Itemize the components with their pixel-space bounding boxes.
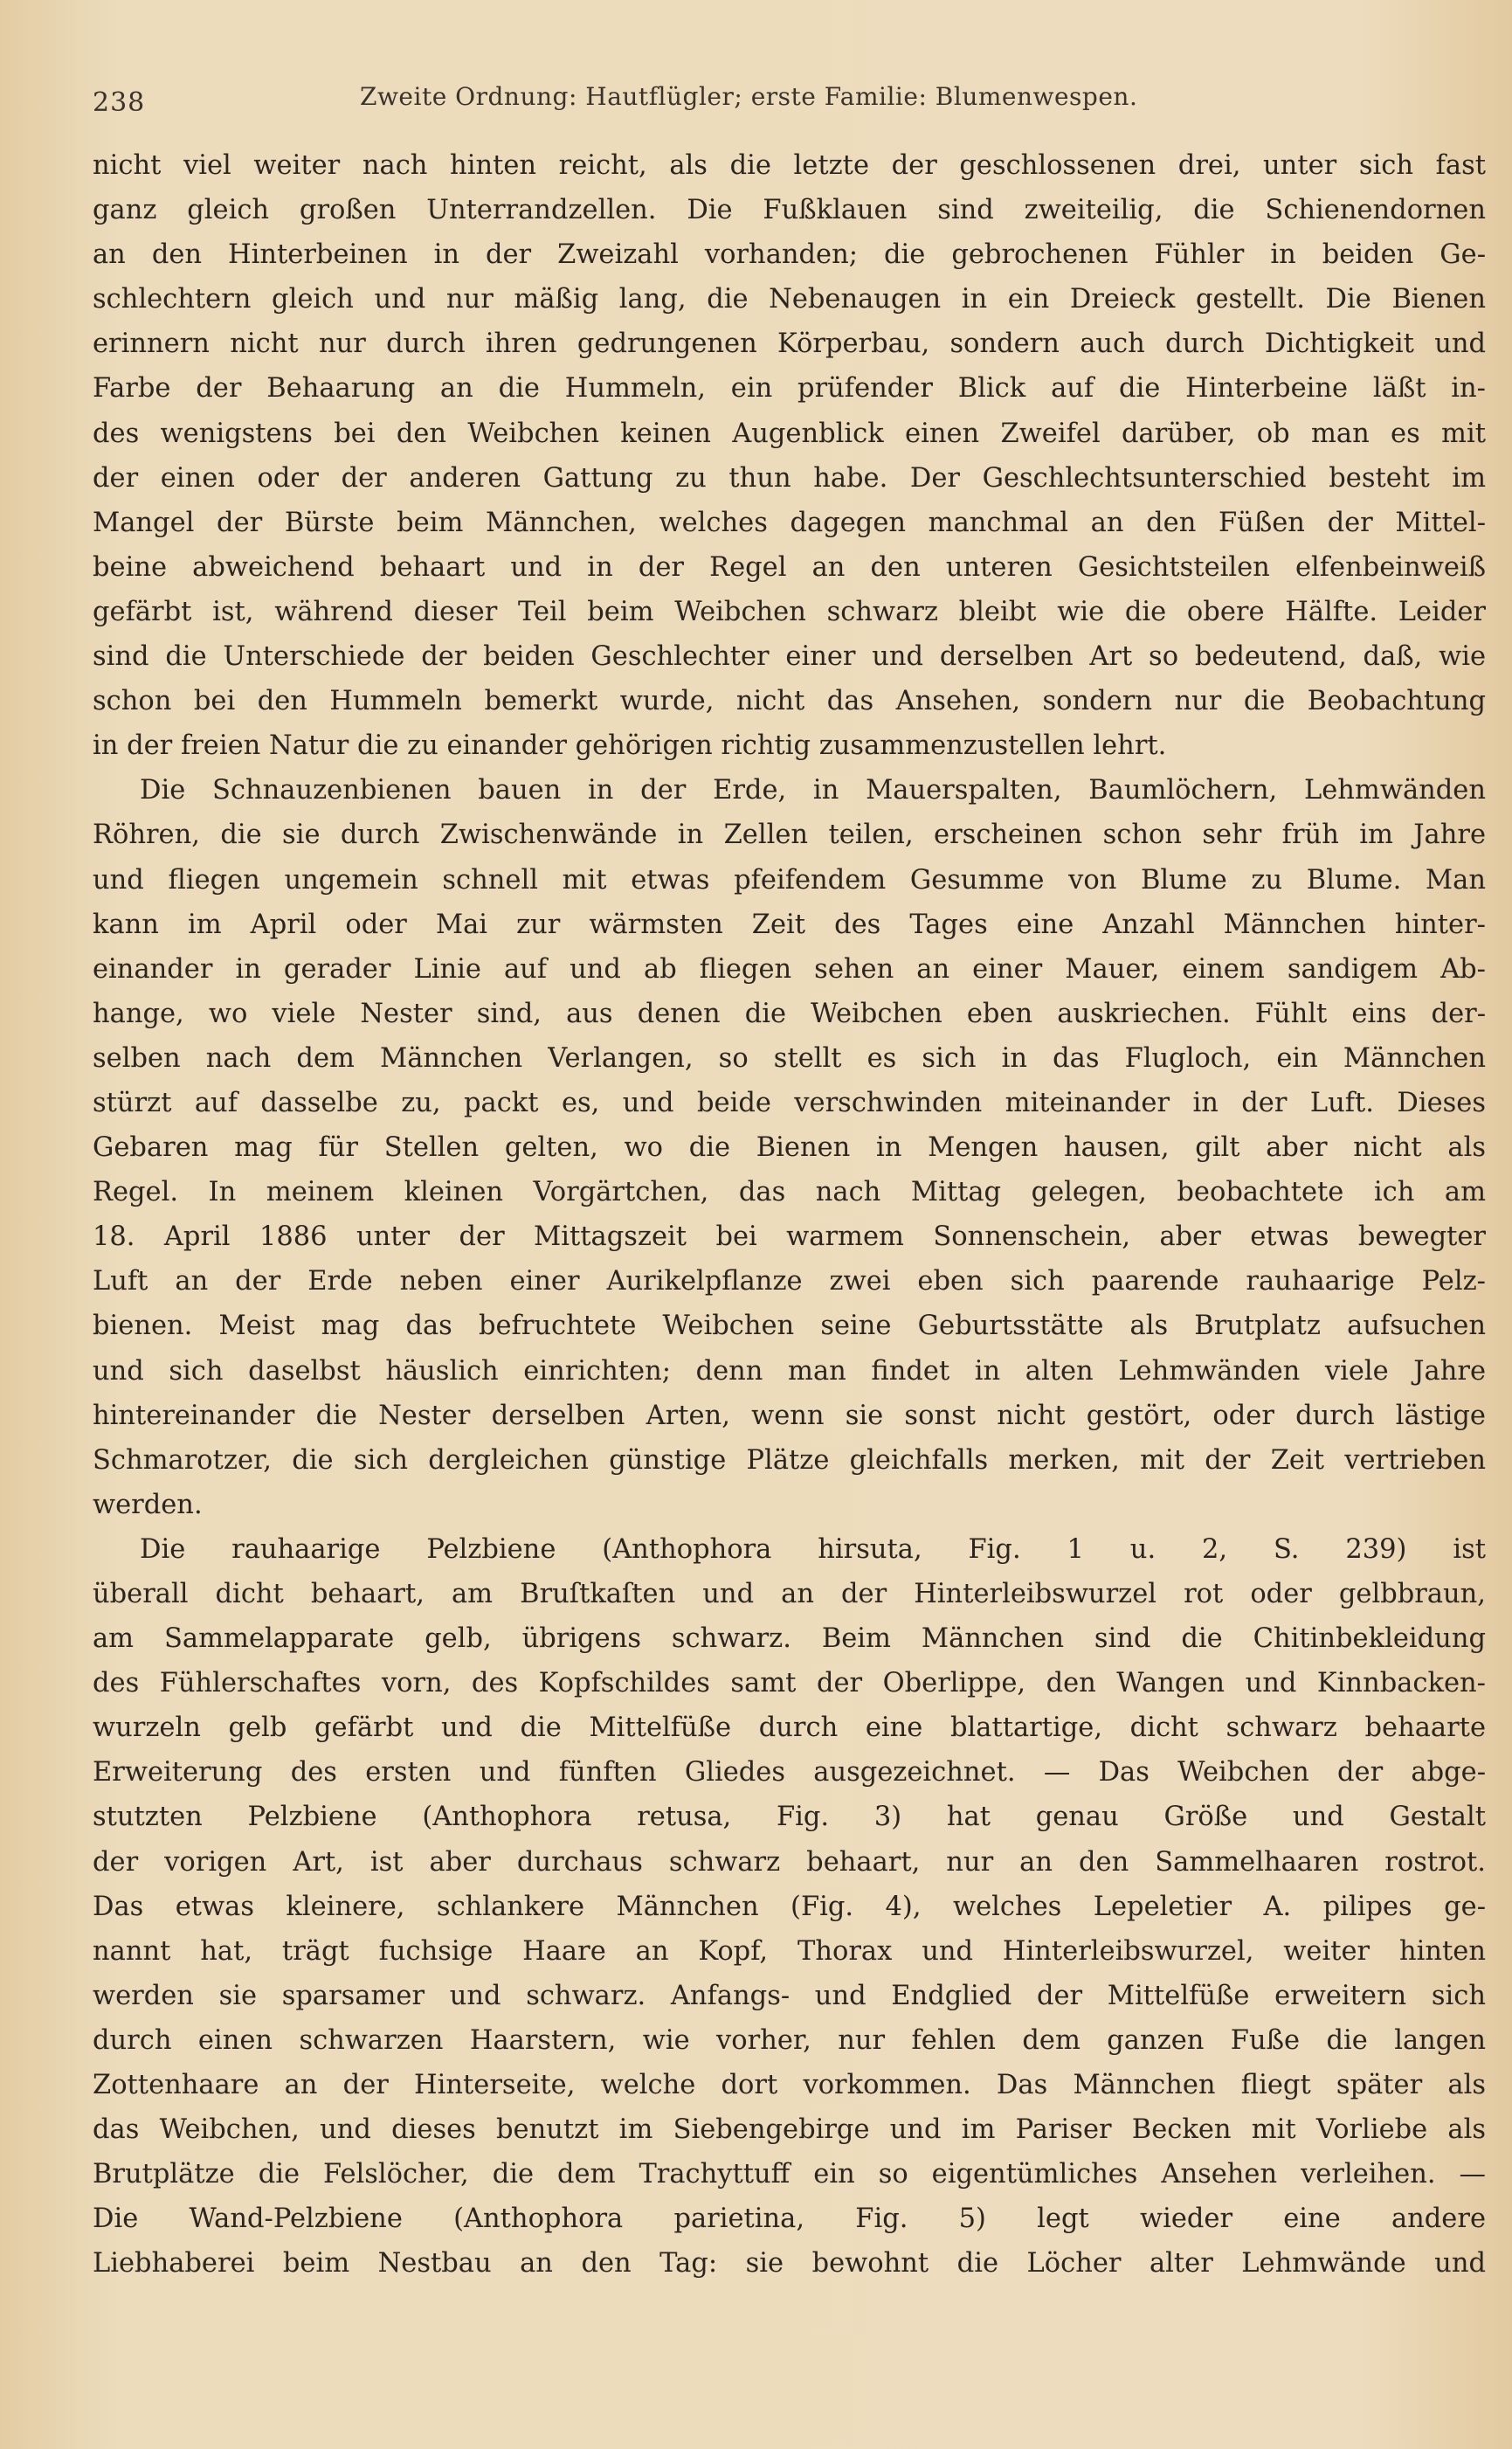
text-line: Regel. In meinem kleinen Vorgärtchen, das nach Mittag gelegen, beobachtete ich am <box>93 1177 1486 1208</box>
text-line: werden sie sparsamer und schwarz. Anfangs- und Endglied der Mittelfüße erweitern sich <box>93 1980 1486 2011</box>
text-line: hintereinander die Nester derselben Arten, wenn sie sonst nicht gestört, oder durch lästige <box>93 1400 1486 1431</box>
body-text <box>93 143 1486 2286</box>
text-line: Gebaren mag für Stellen gelten, wo die Bienen in Mengen hausen, gilt aber nicht als <box>93 1132 1486 1164</box>
text-line: nicht viel weiter nach hinten reicht, als die letzte der geschlossenen drei, unter sich fast <box>93 150 1486 181</box>
text-line: Die rauhaarige Pelzbiene (Anthophora hirsuta, Fig. 1 u. 2, S. 239) ist <box>140 1533 1486 1565</box>
text-line: am Sammelapparate gelb, übrigens schwarz. Beim Männchen sind die Chitinbekleidung <box>93 1623 1486 1655</box>
text-line: schlechtern gleich und nur mäßig lang, die Nebenaugen in ein Dreieck gestellt. Die Bienen <box>93 284 1486 315</box>
text-line: des Fühlerschaftes vorn, des Kopfschildes samt der Oberlippe, den Wangen und Kinnbacken- <box>93 1668 1486 1699</box>
text-line: Liebhaberei beim Nestbau an den Tag: sie bewohnt die Löcher alter Lehmwände und <box>93 2248 1486 2280</box>
text-line: und sich daselbst häuslich einrichten; denn man findet in alten Lehmwänden viele Jahre <box>93 1355 1486 1387</box>
text-line: sind die Unterschiede der beiden Geschlechter einer und derselben Art so bedeutend, daß, wie <box>93 641 1486 673</box>
text-line: bienen. Meist mag das befruchtete Weibchen seine Geburtsstätte als Brutplatz aufsuchen <box>93 1311 1486 1342</box>
text-line: das Weibchen, und dieses benutzt im Siebengebirge und im Pariser Becken mit Vorliebe als <box>93 2114 1486 2146</box>
text-line: selben nach dem Männchen Verlangen, so stellt es sich in das Flugloch, ein Männchen <box>93 1042 1486 1074</box>
text-line: schon bei den Hummeln bemerkt wurde, nicht das Ansehen, sondern nur die Beobachtung <box>93 686 1486 717</box>
text-line: gefärbt ist, während dieser Teil beim Weibchen schwarz bleibt wie die obere Hälfte. Leider <box>93 596 1486 627</box>
text-line: beine abweichend behaart und in der Regel an den unteren Gesichtsteilen elfenbeinweiß <box>93 551 1486 583</box>
page-header <box>93 80 1486 124</box>
text-line: 18. April 1886 unter der Mittagszeit bei warmem Sonnenschein, aber etwas bewegter <box>93 1221 1486 1253</box>
running-head: Zweite Ordnung: Hautflügler; erste Familie: Blumenwespen. <box>360 82 1138 111</box>
text-line: einander in gerader Linie auf und ab fliegen sehen an einer Mauer, einem sandigem Ab- <box>93 953 1486 985</box>
text-line: erinnern nicht nur durch ihren gedrungenen Körperbau, sondern auch durch Dichtigkeit und <box>93 329 1486 360</box>
text-line: werden. <box>93 1489 203 1520</box>
text-line: stutzten Pelzbiene (Anthophora retusa, Fig. 3) hat genau Größe und Gestalt <box>93 1802 1486 1833</box>
text-line: stürzt auf dasselbe zu, packt es, und beide verschwinden miteinander in der Luft. Dieses <box>93 1087 1486 1118</box>
page-number: 238 <box>93 87 146 118</box>
text-line: durch einen schwarzen Haarstern, wie vorher, nur fehlen dem ganzen Fuße die langen <box>93 2024 1486 2056</box>
text-line: überall dicht behaart, am Bruſtkaſten und an der Hinterleibswurzel rot oder gelbbraun, <box>93 1579 1486 1609</box>
text-line: an den Hinterbeinen in der Zweizahl vorhanden; die gebrochenen Fühler in beiden Ge- <box>93 239 1486 271</box>
text-line: kann im April oder Mai zur wärmsten Zeit des Tages eine Anzahl Männchen hinter- <box>93 909 1486 940</box>
text-line: Die Schnauzenbienen bauen in der Erde, in Mauerspalten, Baumlöchern, Lehmwänden <box>140 775 1486 806</box>
text-line: Erweiterung des ersten und fünften Gliedes ausgezeichnet. — Das Weibchen der abge- <box>93 1757 1486 1788</box>
text-line: und fliegen ungemein schnell mit etwas pfeifendem Gesumme von Blume zu Blume. Man <box>93 864 1486 896</box>
text-line: Mangel der Bürste beim Männchen, welches dagegen manchmal an den Füßen der Mittel- <box>93 507 1486 538</box>
text-line: Luft an der Erde neben einer Aurikelpflanze zwei eben sich paarende rauhaarige Pelz- <box>93 1266 1486 1297</box>
text-line: wurzeln gelb gefärbt und die Mittelfüße durch eine blattartige, dicht schwarz behaarte <box>93 1712 1486 1744</box>
text-line: in der freien Natur die zu einander gehörigen richtig zusammenzustellen lehrt. <box>93 730 1167 762</box>
text-line: nannt hat, trägt fuchsige Haare an Kopf, Thorax und Hinterleibswurzel, weiter hinten <box>93 1935 1486 1967</box>
text-line: Das etwas kleinere, schlankere Männchen (Fig. 4), welches Lepeletier A. pilipes ge- <box>93 1891 1486 1922</box>
text-line: der vorigen Art, ist aber durchaus schwarz behaart, nur an den Sammelhaaren rostrot. <box>93 1846 1486 1878</box>
text-line: ganz gleich großen Unterrandzellen. Die Fußklauen sind zweiteilig, die Schienendornen <box>93 195 1486 226</box>
text-line: Die Wand-Pelzbiene (Anthophora parietina, Fig. 5) legt wieder eine andere <box>93 2203 1486 2235</box>
text-line: Schmarotzer, die sich dergleichen günstige Plätze gleichfalls merken, mit der Zeit vertrieben <box>93 1444 1486 1476</box>
text-line: der einen oder der anderen Gattung zu thun habe. Der Geschlechtsunterschied besteht im <box>93 462 1486 494</box>
text-line: Brutplätze die Felslöcher, die dem Trachyttuff ein so eigentümliches Ansehen verleihen. — <box>93 2159 1486 2190</box>
text-line: Röhren, die sie durch Zwischenwände in Zellen teilen, erscheinen schon sehr früh im Jahre <box>93 820 1486 851</box>
text-line: Farbe der Behaarung an die Hummeln, ein prüfender Blick auf die Hinterbeine läßt in- <box>93 373 1486 405</box>
text-line: des wenigstens bei den Weibchen keinen Augenblick einen Zweifel darüber, ob man es mit <box>93 418 1486 449</box>
text-line: hange, wo viele Nester sind, aus denen die Weibchen eben auskriechen. Fühlt eins der- <box>93 998 1486 1029</box>
text-line: Zottenhaare an der Hinterseite, welche dort vorkommen. Das Männchen fliegt später als <box>93 2070 1486 2101</box>
